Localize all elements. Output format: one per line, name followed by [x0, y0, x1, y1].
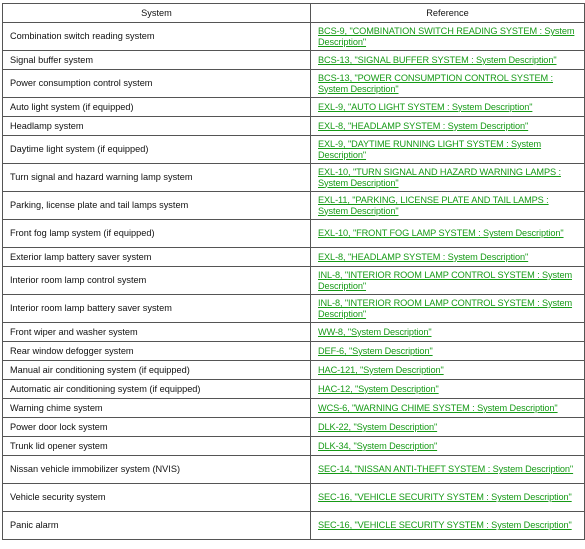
table-row — [3, 484, 585, 512]
reference-cell — [311, 295, 585, 323]
system-name-cell: Turn signal and hazard warning lamp system — [3, 164, 311, 192]
reference-cell — [311, 399, 585, 418]
reference-cell — [311, 23, 585, 51]
table-row — [3, 117, 585, 136]
system-name-cell: Daytime light system (if equipped) — [3, 136, 311, 164]
reference-link[interactable]: WW-8, "System Description" — [318, 326, 432, 337]
system-name-cell: Interior room lamp control system — [3, 267, 311, 295]
reference-cell — [311, 323, 585, 342]
reference-link[interactable]: DLK-34, "System Description" — [318, 440, 438, 451]
reference-link[interactable]: EXL-9, "AUTO LIGHT SYSTEM : System Description" — [318, 101, 533, 112]
table-body — [3, 23, 585, 540]
reference-cell — [311, 164, 585, 192]
system-name-cell: Trunk lid opener system — [3, 437, 311, 456]
reference-link[interactable]: EXL-8, "HEADLAMP SYSTEM : System Description" — [318, 120, 529, 131]
reference-cell — [311, 342, 585, 361]
table-row — [3, 23, 585, 51]
table-row — [3, 248, 585, 267]
table-row — [3, 361, 585, 380]
system-name-cell: Manual air conditioning system (if equipped) — [3, 361, 311, 380]
table-header-row — [3, 4, 585, 23]
reference-cell — [311, 117, 585, 136]
table-row — [3, 98, 585, 117]
system-name-cell: Vehicle security system — [3, 484, 311, 512]
system-name-cell: Nissan vehicle immobilizer system (NVIS) — [3, 456, 311, 484]
system-name-cell: Panic alarm — [3, 512, 311, 540]
column-header-system: System — [3, 4, 311, 23]
table-row — [3, 220, 585, 248]
reference-cell — [311, 98, 585, 117]
table-row — [3, 512, 585, 540]
table-row — [3, 437, 585, 456]
table-row — [3, 51, 585, 70]
reference-cell — [311, 456, 585, 484]
reference-cell — [311, 484, 585, 512]
reference-link[interactable]: DLK-22, "System Description" — [318, 421, 438, 432]
system-name-cell: Automatic air conditioning system (if equipped) — [3, 380, 311, 399]
column-header-reference: Reference — [311, 4, 585, 23]
reference-link[interactable]: BCS-9, "COMBINATION SWITCH READING SYSTEM : System Description" — [318, 26, 575, 47]
reference-link[interactable]: EXL-9, "DAYTIME RUNNING LIGHT SYSTEM : System Description" — [318, 139, 542, 160]
table-row — [3, 136, 585, 164]
reference-link[interactable]: INL-8, "INTERIOR ROOM LAMP CONTROL SYSTEM : System Description" — [318, 298, 573, 319]
reference-cell — [311, 380, 585, 399]
reference-cell — [311, 220, 585, 248]
reference-link[interactable]: BCS-13, "SIGNAL BUFFER SYSTEM : System Description" — [318, 54, 557, 65]
table-row — [3, 192, 585, 220]
reference-cell — [311, 51, 585, 70]
table-row — [3, 418, 585, 437]
system-name-cell: Front fog lamp system (if equipped) — [3, 220, 311, 248]
reference-cell — [311, 267, 585, 295]
reference-link[interactable]: EXL-10, "FRONT FOG LAMP SYSTEM : System Description" — [318, 228, 564, 239]
table-row — [3, 342, 585, 361]
reference-link[interactable]: BCS-13, "POWER CONSUMPTION CONTROL SYSTEM : System Description" — [318, 73, 553, 94]
reference-link[interactable]: SEC-14, "NISSAN ANTI-THEFT SYSTEM : System Description" — [318, 464, 574, 475]
reference-cell — [311, 70, 585, 98]
system-name-cell: Power consumption control system — [3, 70, 311, 98]
system-name-cell: Front wiper and washer system — [3, 323, 311, 342]
reference-cell — [311, 136, 585, 164]
reference-cell — [311, 512, 585, 540]
system-name-cell: Auto light system (if equipped) — [3, 98, 311, 117]
reference-cell — [311, 248, 585, 267]
system-name-cell: Power door lock system — [3, 418, 311, 437]
system-name-cell: Rear window defogger system — [3, 342, 311, 361]
system-name-cell: Parking, license plate and tail lamps system — [3, 192, 311, 220]
system-name-cell: Combination switch reading system — [3, 23, 311, 51]
reference-link[interactable]: EXL-8, "HEADLAMP SYSTEM : System Description" — [318, 251, 529, 262]
table-row — [3, 323, 585, 342]
reference-link[interactable]: HAC-12, "System Description" — [318, 383, 439, 394]
reference-cell — [311, 418, 585, 437]
reference-link[interactable]: SEC-16, "VEHICLE SECURITY SYSTEM : System Description" — [318, 520, 572, 531]
system-name-cell: Warning chime system — [3, 399, 311, 418]
reference-link[interactable]: HAC-121, "System Description" — [318, 364, 444, 375]
system-name-cell: Exterior lamp battery saver system — [3, 248, 311, 267]
reference-link[interactable]: INL-8, "INTERIOR ROOM LAMP CONTROL SYSTEM : System Description" — [318, 270, 573, 291]
table-row — [3, 380, 585, 399]
reference-cell — [311, 192, 585, 220]
table-row — [3, 399, 585, 418]
reference-link[interactable]: WCS-6, "WARNING CHIME SYSTEM : System Description" — [318, 402, 558, 413]
table-row — [3, 295, 585, 323]
system-name-cell: Headlamp system — [3, 117, 311, 136]
reference-link[interactable]: DEF-6, "System Description" — [318, 345, 433, 356]
table-row — [3, 456, 585, 484]
table-row — [3, 267, 585, 295]
table-row — [3, 164, 585, 192]
reference-table — [2, 3, 585, 540]
reference-link[interactable]: EXL-10, "TURN SIGNAL AND HAZARD WARNING LAMPS : System Description" — [318, 167, 561, 188]
system-name-cell: Interior room lamp battery saver system — [3, 295, 311, 323]
system-name-cell: Signal buffer system — [3, 51, 311, 70]
table-row — [3, 70, 585, 98]
reference-link[interactable]: EXL-11, "PARKING, LICENSE PLATE AND TAIL LAMPS : System Description" — [318, 195, 549, 216]
reference-link[interactable]: SEC-16, "VEHICLE SECURITY SYSTEM : System Description" — [318, 492, 572, 503]
reference-cell — [311, 361, 585, 380]
reference-cell — [311, 437, 585, 456]
